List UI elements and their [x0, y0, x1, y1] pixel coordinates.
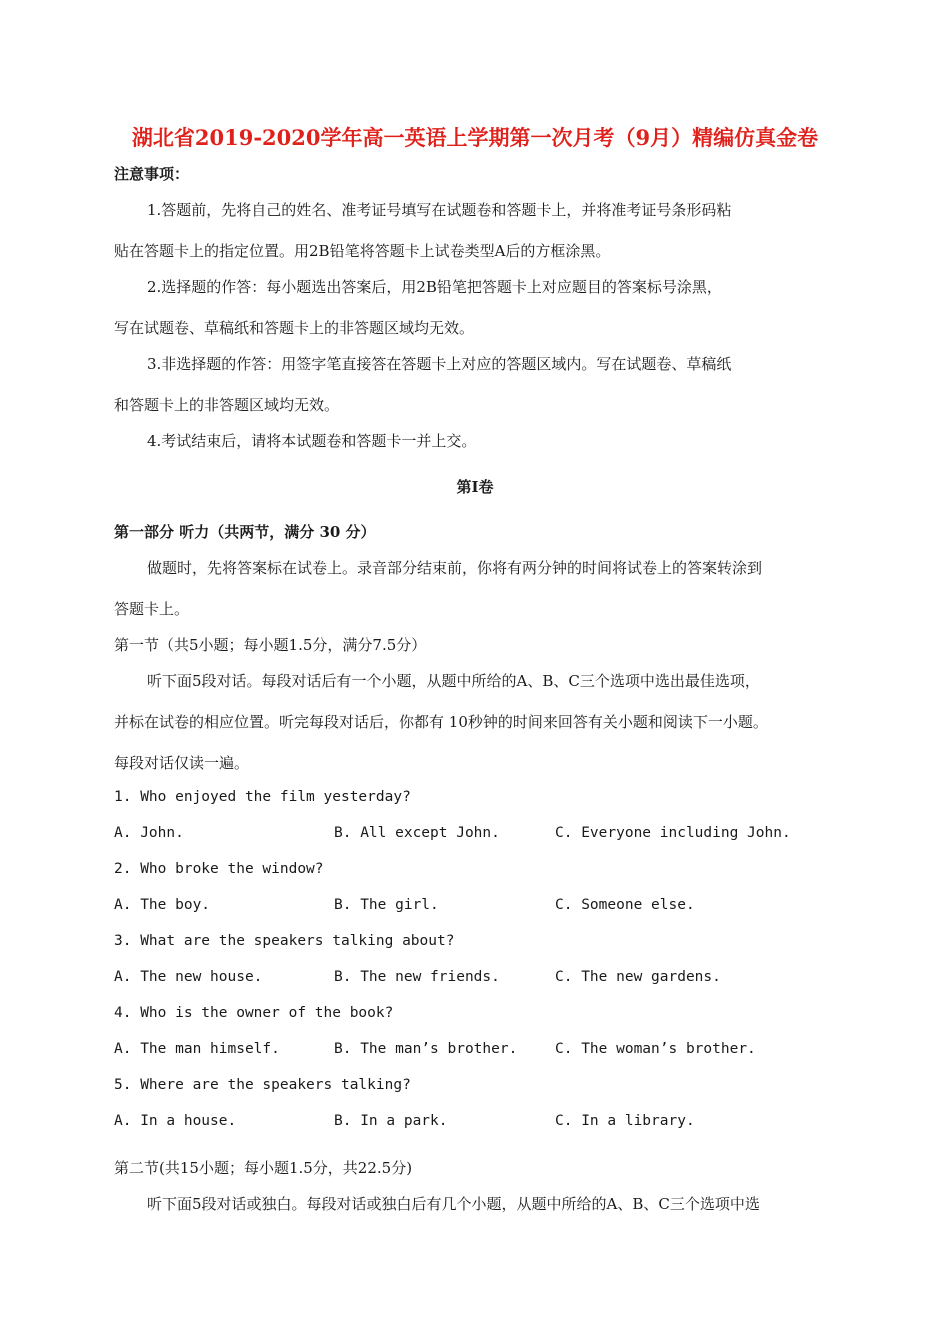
notice-item-3-line-2: 和答题卡上的非答题区域均无效。 [114, 396, 340, 414]
question-2: 2. Who broke the window? [114, 861, 324, 877]
notice-item-1-line-2: 贴在答题卡上的指定位置。用2B铅笔将答题卡上试卷类型A后的方框涂黑。 [114, 242, 611, 260]
question-4: 4. Who is the owner of the book? [114, 1005, 394, 1021]
question-1-option-c: C. Everyone including John. [555, 825, 791, 841]
notice-item-3-line-1: 3.非选择题的作答：用签字笔直接答在答题卡上对应的答题区域内。写在试题卷、草稿纸 [147, 355, 732, 373]
section2-heading: 第二节(共15小题；每小题1.5分，共22.5分) [114, 1159, 413, 1177]
question-4-option-a: A. The man himself. [114, 1041, 280, 1057]
question-4-option-b: B. The man’s brother. [334, 1041, 518, 1057]
section1-intro-line-1: 听下面5段对话。每段对话后有一个小题，从题中所给的A、B、C三个选项中选出最佳选项， [147, 672, 760, 690]
part1-intro-line-2: 答题卡上。 [114, 600, 190, 618]
section2-intro-line-1: 听下面5段对话或独白。每段对话或独白后有几个小题，从题中所给的A、B、C三个选项中选 [147, 1195, 760, 1213]
notice-item-1-line-1: 1.答题前，先将自己的姓名、准考证号填写在试题卷和答题卡上，并将准考证号条形码粘 [147, 201, 732, 219]
question-5: 5. Where are the speakers talking? [114, 1077, 411, 1093]
question-1-option-a: A. John. [114, 825, 184, 841]
notice-item-2-line-1: 2.选择题的作答：每小题选出答案后，用2B铅笔把答题卡上对应题目的答案标号涂黑， [147, 278, 722, 296]
question-3-option-c: C. The new gardens. [555, 969, 721, 985]
question-3: 3. What are the speakers talking about? [114, 933, 455, 949]
question-3-option-b: B. The new friends. [334, 969, 500, 985]
question-2-option-a: A. The boy. [114, 897, 211, 913]
notice-item-2-line-2: 写在试题卷、草稿纸和答题卡上的非答题区域均无效。 [114, 319, 475, 337]
page-title: 湖北省2019-2020学年高一英语上学期第一次月考（9月）精编仿真金卷 [131, 125, 819, 150]
question-1: 1. Who enjoyed the film yesterday? [114, 789, 411, 805]
section1-intro-line-3: 每段对话仅读一遍。 [114, 754, 250, 772]
question-5-option-a: A. In a house. [114, 1113, 237, 1129]
notice-item-4: 4.考试结束后，请将本试题卷和答题卡一并上交。 [147, 432, 477, 450]
notice-heading: 注意事项： [114, 165, 190, 183]
question-5-option-b: B. In a park. [334, 1113, 448, 1129]
volume-heading: 第Ⅰ卷 [456, 478, 494, 496]
question-2-option-c: C. Someone else. [555, 897, 695, 913]
part1-intro-line-1: 做题时，先将答案标在试卷上。录音部分结束前，你将有两分钟的时间将试卷上的答案转涂到 [147, 559, 763, 577]
question-2-option-b: B. The girl. [334, 897, 439, 913]
question-5-option-c: C. In a library. [555, 1113, 695, 1129]
part1-heading: 第一部分 听力（共两节，满分 30 分） [114, 523, 376, 541]
question-1-option-b: B. All except John. [334, 825, 500, 841]
section1-heading: 第一节（共5小题；每小题1.5分，满分7.5分） [114, 636, 427, 654]
question-4-option-c: C. The woman’s brother. [555, 1041, 756, 1057]
section1-intro-line-2: 并标在试卷的相应位置。听完每段对话后，你都有 10秒钟的时间来回答有关小题和阅读下一小题。 [114, 713, 768, 731]
question-3-option-a: A. The new house. [114, 969, 263, 985]
